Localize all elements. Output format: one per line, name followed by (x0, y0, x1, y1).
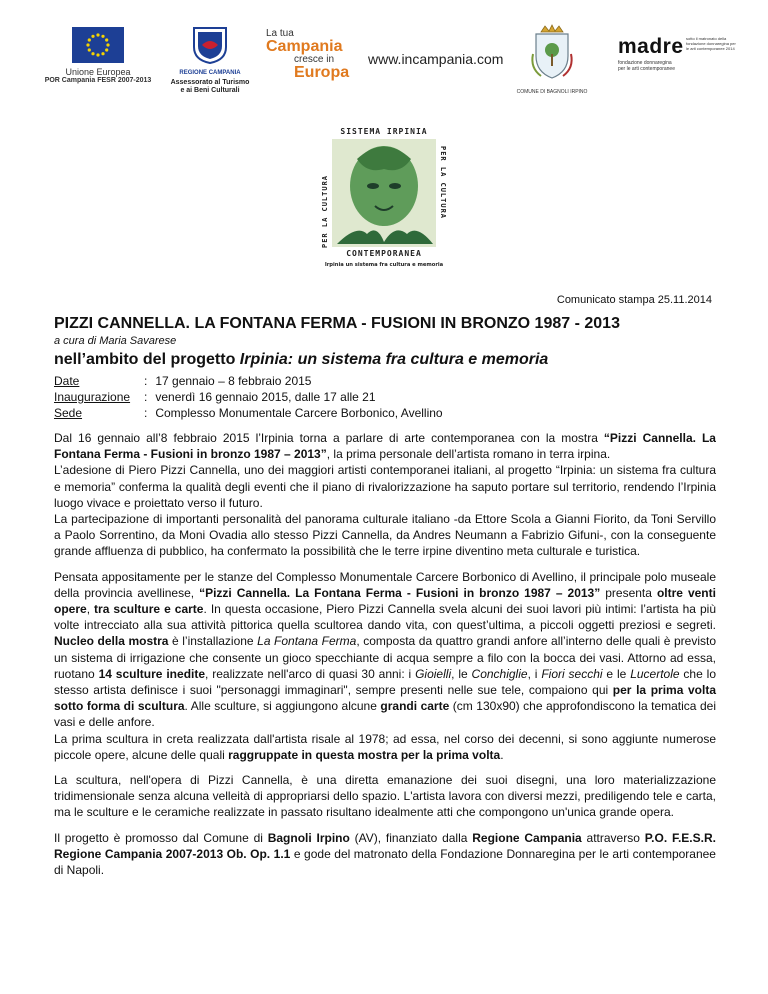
info-value: venerdì 16 gennaio 2015, dalle 17 alle 21 (155, 390, 376, 404)
poster-top-text: SISTEMA IRPINIA (340, 127, 428, 136)
campania-line2: Campania (266, 38, 343, 55)
campania-line3: cresce in (294, 54, 335, 65)
info-value: 17 gennaio – 8 febbraio 2015 (155, 374, 312, 388)
campania-line1: La tua (266, 28, 294, 39)
paragraph-intro: Dal 16 gennaio all’8 febbraio 2015 l’Irpinia torna a parlare di arte contemporanea con la mostra “Pizzi Cannella. La Fontana Ferma - Fusioni in bronzo 1987 – 2013”, la prima personale dell’artista romano in terra irpina. L’adesione di Piero Pizzi Cannella, uno dei maggiori artisti contemporanei italiani, al progetto “Irpinia: un sistema fra cultura e memoria” conferma la qualità degli eventi che il piano di rivalorizzazione ha saputo portare sul territorio, rendendo l’Irpinia luogo vivace e proiettato verso il futuro. La partecipazione di importanti personalità del panorama culturale italiano -da Ettore Scola a Gianni Fiorito, da Toni Servillo a Paolo Sorrentino, da Moni Ovadia allo stesso Pizzi Cannella, da Andres Neumann a Fabrizio Gifuni-, con la conseguente grande affluenza di pubblico, ha confermato la possibilità che le terre irpine diventino meta culturale e turistica. (54, 431, 716, 559)
poster-caption: Irpinia un sistema fra cultura e memoria (324, 262, 444, 268)
info-label: Inaugurazione (54, 390, 131, 404)
eu-logo (38, 27, 158, 84)
info-row: Date : 17 gennaio – 8 febbraio 2015 (54, 373, 443, 389)
subtitle-project-name: Irpinia: un sistema fra cultura e memoria (239, 351, 549, 368)
press-release-date: Comunicato stampa 25.11.2014 (556, 294, 712, 306)
eu-program: POR Campania FESR 2007-2013 (44, 77, 152, 84)
crest-icon (527, 24, 577, 82)
region-dept-line1: Assessorato al Turismo (170, 79, 250, 86)
regione-campania-logo (170, 25, 250, 95)
info-label: Sede (54, 406, 83, 420)
paragraph-sculpture: La scultura, nell'opera di Pizzi Cannella, è una diretta emanazione dei suoi disegni, una loro materializzazione tridimensionale senza alcuna velleità di appropriarsi dello spazio. L'artista lavora con diversi mezzi, prediligendo tele e carta, ma le sculture e le ceramiche realizzate in passato risultano idealmente atti che compongono un'unica grande opera. (54, 773, 716, 820)
irpinia-poster-image (317, 124, 451, 270)
madre-name: madre (618, 35, 684, 58)
bagnoli-crest-logo (512, 24, 592, 95)
madre-sub-line1: fondazione donnaregina (618, 60, 672, 66)
campania-line4: Europa (294, 64, 350, 81)
madre-sub-line2: per le arti contemporanee (618, 66, 675, 72)
sponsor-logos-bar (0, 0, 768, 110)
regione-shield-icon (190, 25, 230, 65)
region-badge: REGIONE CAMPANIA (179, 70, 241, 76)
project-subtitle (54, 350, 716, 370)
info-value: Complesso Monumentale Carcere Borbonico, Avellino (155, 406, 443, 420)
poster-bottom-text: CONTEMPORANEA (346, 249, 422, 258)
poster-right-text: PER LA CULTURA (439, 146, 447, 220)
bagnoli-label: COMUNE DI BAGNOLI IRPINO (516, 89, 588, 95)
info-label: Date (54, 374, 80, 388)
paragraph-exhibition: Pensata appositamente per le stanze del Complesso Monumentale Carcere Borbonico di Avellino, il principale polo museale della provincia avellinese, “Pizzi Cannella. La Fontana Ferma - Fusioni in bronzo 1987 – 2013” presenta oltre venti opere, tra sculture e carte. In questa occasione, Piero Pizzi Cannella svela alcuni dei suoi lavori più intimi: l’artista ha più volte intrecciato alla sua attività pittorica quella scultorea dando vita, con quest’ultima, a piccoli oggetti preziosi e segreti. Nucleo della mostra è l’installazione La Fontana Ferma, composta da quattro grandi anfore all’interno delle quali è previsto un sistema di irrigazione che consente un gioco specchiante di acqua sempre a filo con la bocca dei vasi. Attorno ad essa, ruotano 14 sculture inedite, realizzate nell'arco di quasi 30 anni: i Gioielli, le Conchiglie, i Fiori secchi e le Lucertole che lo stesso artista definisce i suoi "personaggi immaginari", sempre presenti nelle sue tele, compaiono qui per la prima volta sotto forma di scultura. Alle sculture, si aggiungono alcune grandi carte (cm 130x90) che approfondiscono la tematica dei vasi e delle anfore. La prima scultura in creta realizzata dall'artista risale al 1978; ad essa, nel corso dei decenni, si sono aggiunte numerose piccole opere, alcune delle quali raggruppate in questa mostra per la prima volta. (54, 569, 717, 762)
website-link[interactable]: www.incampania.com (368, 51, 504, 67)
info-row: Inaugurazione : venerdì 16 gennaio 2015, dalle 17 alle 21 (54, 389, 443, 405)
info-row: Sede : Complesso Monumentale Carcere Borbonico, Avellino (54, 406, 443, 420)
poster-left-text: PER LA CULTURA (321, 174, 329, 248)
eu-label: Unione Europea (65, 67, 131, 77)
curator-line: a cura di Maria Savarese (54, 335, 177, 347)
exhibition-info-table (54, 373, 443, 421)
madre-side-text: sotto il matronato della fondazione donnaregina per le arti contemporanee 2014 (686, 36, 736, 51)
madre-logo (618, 36, 738, 72)
campania-europa-logo (266, 28, 366, 81)
region-dept-line2: e ai Beni Culturali (180, 87, 240, 94)
exhibition-title: PIZZI CANNELLA. LA FONTANA FERMA - FUSIONI IN BRONZO 1987 - 2013 (54, 315, 620, 332)
press-release-body (54, 314, 716, 878)
paragraph-promoters: Il progetto è promosso dal Comune di Bagnoli Irpino (AV), finanziato dalla Regione Campania attraverso P.O. F.E.S.R. Regione Campania 2007-2013 Ob. Op. 1.1 e gode del matronato della Fondazione Donnaregina per le arti contemporanee di Napoli. (54, 830, 716, 878)
eu-flag-icon (72, 27, 124, 63)
subtitle-prefix: nell’ambito del progetto (54, 351, 240, 368)
